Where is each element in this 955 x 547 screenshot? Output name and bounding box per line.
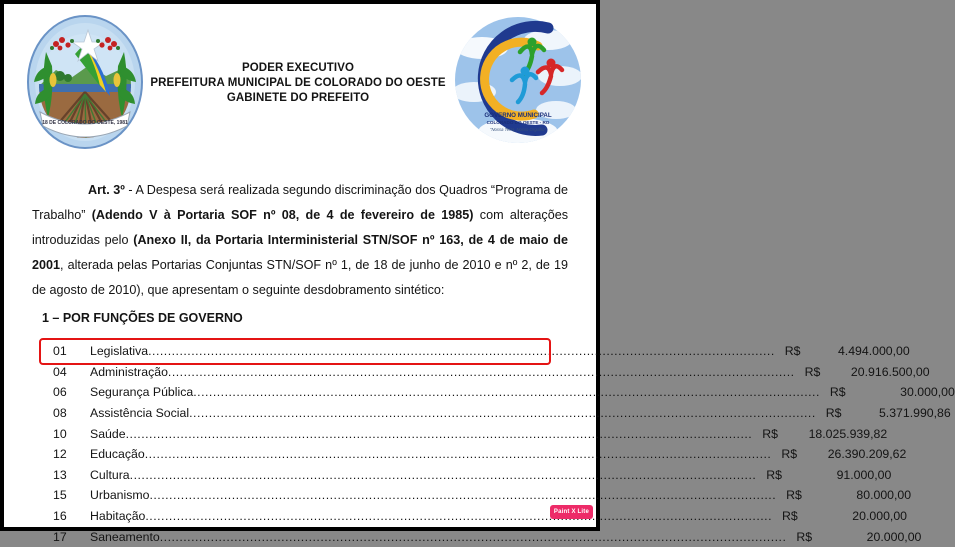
function-name: Educação xyxy=(90,447,145,462)
function-code: 06 xyxy=(53,385,67,400)
function-amount: 4.494.000,00 xyxy=(837,344,910,359)
function-name: Habitação xyxy=(90,509,146,524)
function-code: 04 xyxy=(53,364,67,379)
function-code: 17 xyxy=(53,529,67,544)
governo-municipal-icon xyxy=(452,14,584,146)
dot-leader xyxy=(126,427,753,441)
function-amount: 80.000,00 xyxy=(856,488,912,503)
dot-leader xyxy=(189,406,816,420)
governo-logo-subtitle: COLORADO DO OESTE - RO xyxy=(486,120,550,125)
function-code: 10 xyxy=(53,426,67,441)
table-row xyxy=(42,423,888,444)
dot-leader xyxy=(193,385,820,399)
currency-symbol: R$ xyxy=(786,488,802,503)
table-row xyxy=(42,341,910,362)
function-name: Saúde xyxy=(90,426,126,441)
function-name: Cultura xyxy=(90,467,130,482)
function-amount: 20.000,00 xyxy=(852,509,908,524)
table-row xyxy=(42,403,951,424)
function-label-cell xyxy=(90,344,775,358)
currency-symbol: R$ xyxy=(796,529,813,544)
header-line-gabinete: GABINETE DO PREFEITO xyxy=(226,92,370,104)
function-label-cell xyxy=(90,488,776,502)
function-code: 12 xyxy=(53,447,67,462)
currency-symbol: R$ xyxy=(766,467,783,482)
function-name: Saneamento xyxy=(90,529,160,544)
function-label-cell xyxy=(90,406,816,420)
function-amount: 30.000,00 xyxy=(900,385,955,400)
function-code: 16 xyxy=(53,509,67,524)
function-amount: 20.916.500,00 xyxy=(850,364,930,379)
function-name: Segurança Pública xyxy=(90,385,194,400)
governo-logo-title: GOVERNO MUNICIPAL xyxy=(484,112,552,119)
section-title-funcoes-governo: 1 – POR FUNÇÕES DE GOVERNO xyxy=(42,311,243,325)
function-name: Urbanismo xyxy=(90,488,150,503)
table-row xyxy=(42,485,912,506)
dot-leader xyxy=(149,488,776,502)
governo-municipal-logo xyxy=(452,14,584,146)
function-label-cell xyxy=(90,365,795,379)
header-line-prefeitura: PREFEITURA MUNICIPAL DE COLORADO DO OESTE xyxy=(150,77,446,89)
function-label-cell xyxy=(90,468,756,482)
function-code: 13 xyxy=(53,467,67,482)
function-label-cell xyxy=(90,530,786,544)
paint-x-lite-watermark: Paint X Lite xyxy=(550,505,593,519)
currency-symbol: R$ xyxy=(781,447,798,462)
currency-symbol: R$ xyxy=(825,406,842,421)
dot-leader xyxy=(130,468,757,482)
document-header xyxy=(4,4,596,156)
currency-symbol: R$ xyxy=(782,509,798,524)
function-label-cell xyxy=(90,427,752,441)
function-amount: 26.390.209,62 xyxy=(827,447,907,462)
function-amount: 20.000,00 xyxy=(866,529,922,544)
function-amount: 18.025.939,82 xyxy=(808,426,888,441)
function-label-cell xyxy=(90,447,771,461)
function-name: Administração xyxy=(90,364,168,379)
seal-ribbon-text: 18 DE COLORADO DO OESTE, 1981 xyxy=(42,120,128,126)
function-name: Legislativa xyxy=(90,344,149,359)
currency-symbol: R$ xyxy=(829,385,846,400)
function-amount: 5.371.990,86 xyxy=(878,406,951,421)
currency-symbol: R$ xyxy=(784,344,801,359)
dot-leader xyxy=(148,344,775,358)
currency-symbol: R$ xyxy=(804,364,821,379)
dot-leader xyxy=(168,365,795,379)
table-row xyxy=(42,362,930,383)
function-code: 08 xyxy=(53,406,67,421)
article-3-paragraph: Art. 3º - A Despesa será realizada segundo discriminação dos Quadros “Programa de Trabalho” (Adendo V à Portaria SOF nº 08, de 4 de fevereiro de 1985) com alterações introduzidas pelo (Anexo II, da Portaria Interministerial STN/SOF nº 163, de 4 de maio de 2001, alterada pelas Portarias Conjuntas STN/SOF nº 1, de 18 de junho de 2010 e nº 2, de 19 de agosto de 2010), que apresentam o seguinte desdobramento sintético: xyxy=(32,183,569,297)
dot-leader xyxy=(160,530,787,544)
municipal-seal-logo xyxy=(26,14,144,150)
table-row xyxy=(42,526,922,547)
header-line-poder-executivo: PODER EXECUTIVO xyxy=(241,62,355,74)
dot-leader xyxy=(145,509,772,523)
table-row xyxy=(42,382,955,403)
table-row xyxy=(42,444,907,465)
function-label-cell xyxy=(90,385,820,399)
header-title-block xyxy=(144,14,452,106)
table-row xyxy=(42,465,892,486)
function-label-cell xyxy=(90,509,772,523)
function-code: 01 xyxy=(53,344,67,359)
dot-leader xyxy=(145,447,772,461)
currency-symbol: R$ xyxy=(762,426,778,441)
function-amount: 91.000,00 xyxy=(836,467,892,482)
governo-logo-slogan: "Nossa Terra, Nosso Orgulho" xyxy=(490,127,546,132)
function-name: Assistência Social xyxy=(90,406,190,421)
municipal-seal-icon xyxy=(26,14,144,150)
function-code: 15 xyxy=(53,488,67,503)
